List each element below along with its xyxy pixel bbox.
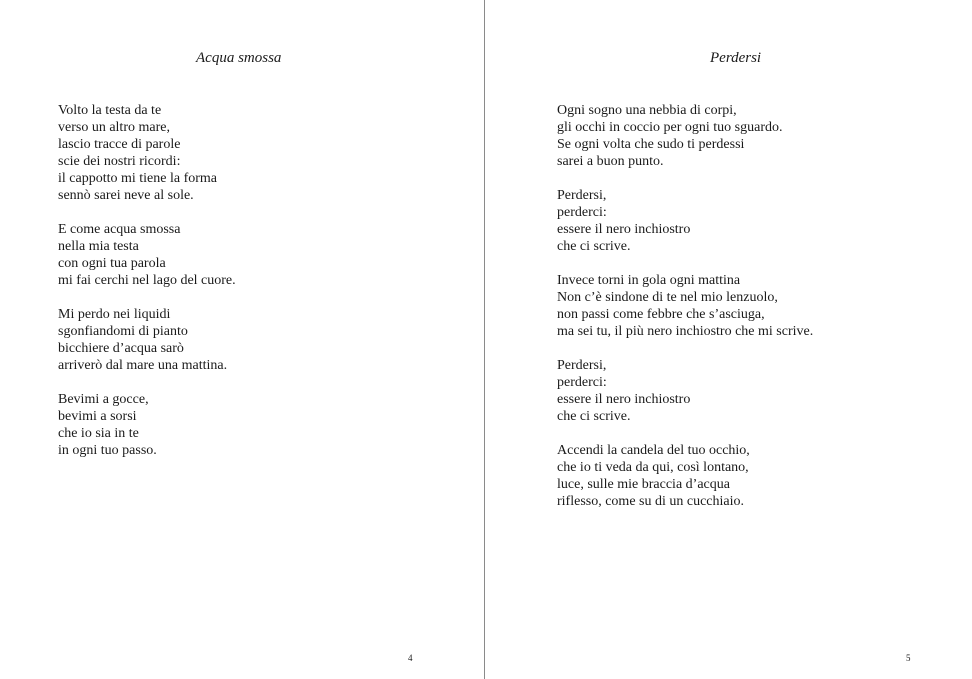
poem-line: Ogni sogno una nebbia di corpi, xyxy=(557,103,737,118)
poem-line: nella mia testa xyxy=(58,239,139,254)
right-page xyxy=(486,0,972,679)
poem-line: bicchiere d’acqua sarò xyxy=(58,341,184,356)
poem-line: Mi perdo nei liquidi xyxy=(58,307,171,322)
poem-line: con ogni tua parola xyxy=(58,256,166,271)
stanza xyxy=(557,442,813,510)
poem-line: sarei a buon punto. xyxy=(557,154,664,169)
stanza xyxy=(58,102,236,204)
poem-title: Perdersi xyxy=(710,50,762,66)
stanza xyxy=(557,272,813,340)
left-page xyxy=(0,0,484,679)
poem-line: Bevimi a gocce, xyxy=(58,392,149,407)
poem-line: perderci: xyxy=(557,375,607,390)
poem-line: che ci scrive. xyxy=(557,409,631,424)
poem-line: Perdersi, xyxy=(557,188,607,203)
poem-line: arriverò dal mare una mattina. xyxy=(58,358,228,373)
poem-line: gli occhi in coccio per ogni tuo sguardo. xyxy=(557,120,783,135)
poem-line: E come acqua smossa xyxy=(58,222,181,237)
poem-line: bevimi a sorsi xyxy=(58,409,137,424)
poem-line: in ogni tuo passo. xyxy=(58,443,157,458)
poem-line: Perdersi, xyxy=(557,358,607,373)
poem-line: perderci: xyxy=(557,205,607,220)
poem-line: lascio tracce di parole xyxy=(58,137,181,152)
poem-title: Acqua smossa xyxy=(196,50,282,66)
poem-line: Volto la testa da te xyxy=(58,103,162,118)
poem-line: sgonfiandomi di pianto xyxy=(58,324,188,339)
poem-line: sennò sarei neve al sole. xyxy=(58,188,194,203)
page-number: 5 xyxy=(906,653,911,663)
poem-line: Non c’è sindone di te nel mio lenzuolo, xyxy=(557,290,778,305)
poem-line: il cappotto mi tiene la forma xyxy=(58,171,218,186)
poem-line: Invece torni in gola ogni mattina xyxy=(557,273,741,288)
stanza xyxy=(557,102,813,170)
poem-line: scie dei nostri ricordi: xyxy=(58,154,181,169)
stanza xyxy=(58,391,236,459)
poem-line: verso un altro mare, xyxy=(58,120,170,135)
poem-line: Accendi la candela del tuo occhio, xyxy=(557,443,750,458)
stanza xyxy=(58,221,236,289)
poem-line: che io sia in te xyxy=(58,426,139,441)
poem-line: mi fai cerchi nel lago del cuore. xyxy=(58,273,236,288)
poem-line: ma sei tu, il più nero inchiostro che mi scrive. xyxy=(557,324,814,339)
poem-line: essere il nero inchiostro xyxy=(557,392,691,407)
page-divider xyxy=(484,0,485,679)
stanza xyxy=(58,306,236,374)
poem-body xyxy=(557,102,813,527)
stanza xyxy=(557,187,813,255)
poem-body xyxy=(58,102,236,476)
poem-line: che ci scrive. xyxy=(557,239,631,254)
poem-line: non passi come febbre che s’asciuga, xyxy=(557,307,765,322)
poem-line: luce, sulle mie braccia d’acqua xyxy=(557,477,730,492)
poem-line: che io ti veda da qui, così lontano, xyxy=(557,460,749,475)
page-number: 4 xyxy=(408,653,413,663)
poem-line: Se ogni volta che sudo ti perdessi xyxy=(557,137,745,152)
poem-line: riflesso, come su di un cucchiaio. xyxy=(557,494,745,509)
poem-line: essere il nero inchiostro xyxy=(557,222,691,237)
stanza xyxy=(557,357,813,425)
